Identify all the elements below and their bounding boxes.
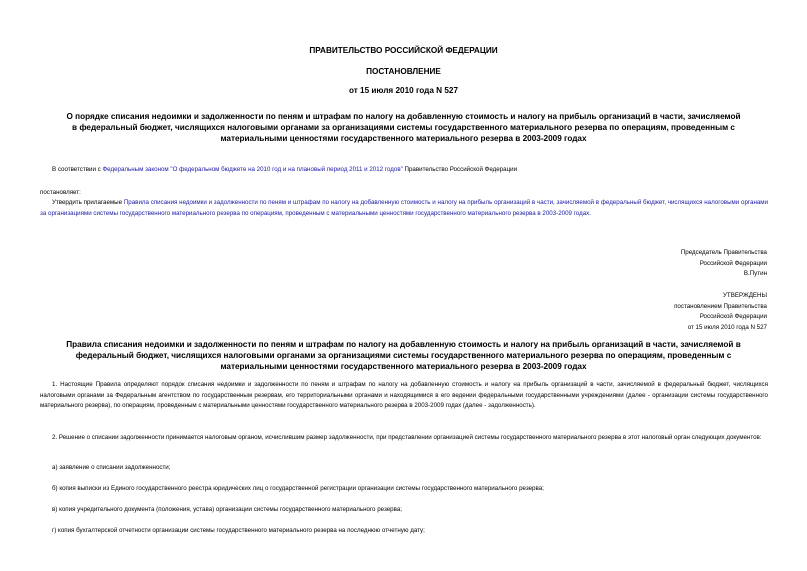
rules-link[interactable]: Правила списания недоимки и задолженности по пеням и штрафам по налогу на добавленную стоимость и налогу на прибыль организаций в части, зачисляемой в федеральный бюджет, числящихся налоговыми органами за организациями системы государственного материального резерва по операциям, проведенным с материальными ценностями государственного материального резерва в 2003-2009 годах.	[40, 199, 769, 217]
approve-paragraph	[40, 198, 768, 219]
title-line: материальными ценностями государственного материального резерва в 2003-2009 годах	[220, 134, 587, 143]
signature-name: В.Путин	[743, 270, 767, 277]
document-title	[0, 111, 807, 144]
rules-title	[0, 339, 807, 372]
list-item-b: б) копия выписки из Единого государственного реестра юридических лиц о государственной регистрации организации системы государственного материального резерва;	[52, 485, 544, 492]
approved-date: от 15 июля 2010 года N 527	[687, 323, 767, 331]
rules-title-line: Правила списания недоимки и задолженности по пеням и штрафам по налогу на добавленную стоимость и налогу на прибыль организаций в части, зачисляемой в	[66, 340, 741, 349]
paragraph-1: 1. Настоящие Правила определяют порядок списания недоимки и задолженности по пеням и штрафам по налогу на добавленную стоимость и налогу на прибыль организаций в части, зачисляемой в федеральный бюджет, числящихся налоговыми органами за Федеральным агентством по государственным резервам, его территориальными органами и находящимися в его ведении федеральными государственными учреждениями (далее - организации системы государственного материального резерва), по операциям, проведенным с материальными ценностями государственного материального резерва в 2003-2009 годах (далее - задолженность).	[40, 381, 768, 409]
title-line: в федеральный бюджет, числящихся налоговыми органами за организациями системы государственного материального резерва по операциям, проведенным с	[72, 123, 735, 132]
list-item-c: в) копия учредительного документа (положения, устава) организации системы государственного материального резерва;	[52, 506, 402, 513]
document-date-number: от 15 июля 2010 года N 527	[348, 86, 459, 95]
list-item-a: а) заявление о списании задолженности;	[52, 464, 171, 471]
list-item-d: г) копия бухгалтерской отчетности организации системы государственного материального резерва на последнюю отчетную дату;	[52, 527, 425, 534]
rules-title-line: федеральный бюджет, числящихся налоговыми органами за организациями системы государственного материального резерва по операциям, проведенным с	[75, 351, 732, 360]
approved-block	[467, 291, 767, 333]
preamble	[52, 165, 772, 176]
approved-by: постановлением Правительства	[674, 302, 767, 310]
signature-block	[467, 248, 767, 280]
government-heading: ПРАВИТЕЛЬСТВО РОССИЙСКОЙ ФЕДЕРАЦИИ	[309, 46, 498, 55]
federal-law-link[interactable]: Федеральным законом "О федеральном бюджете на 2010 год и на плановый период 2011 и 2012 годов"	[102, 166, 403, 173]
approved-country: Российской Федерации	[699, 313, 767, 320]
title-line: О порядке списания недоимки и задолженности по пеням и штрафам по налогу на добавленную стоимость и налогу на прибыль организаций в части, зачисляемой	[66, 112, 741, 121]
approve-prefix: Утвердить прилагаемые	[52, 199, 124, 206]
preamble-suffix: Правительство Российской Федерации	[402, 166, 518, 173]
resolves-label: постановляет:	[40, 189, 81, 196]
document-type: ПОСТАНОВЛЕНИЕ	[366, 67, 441, 76]
signature-country: Российской Федерации	[699, 259, 767, 267]
rules-title-line: материальными ценностями государственного материального резерва в 2003-2009 годах	[220, 362, 587, 371]
paragraph-2: 2. Решение о списании задолженности принимается налоговым органом, исчислившим размер задолженности, при представлении организацией системы государственного материального резерва в этот налоговый орган следующих документов:	[52, 434, 762, 441]
signature-position: Председатель Правительства	[680, 249, 767, 256]
approved-label: УТВЕРЖДЕНЫ	[723, 292, 767, 299]
preamble-prefix: В соответствии с	[52, 166, 103, 173]
